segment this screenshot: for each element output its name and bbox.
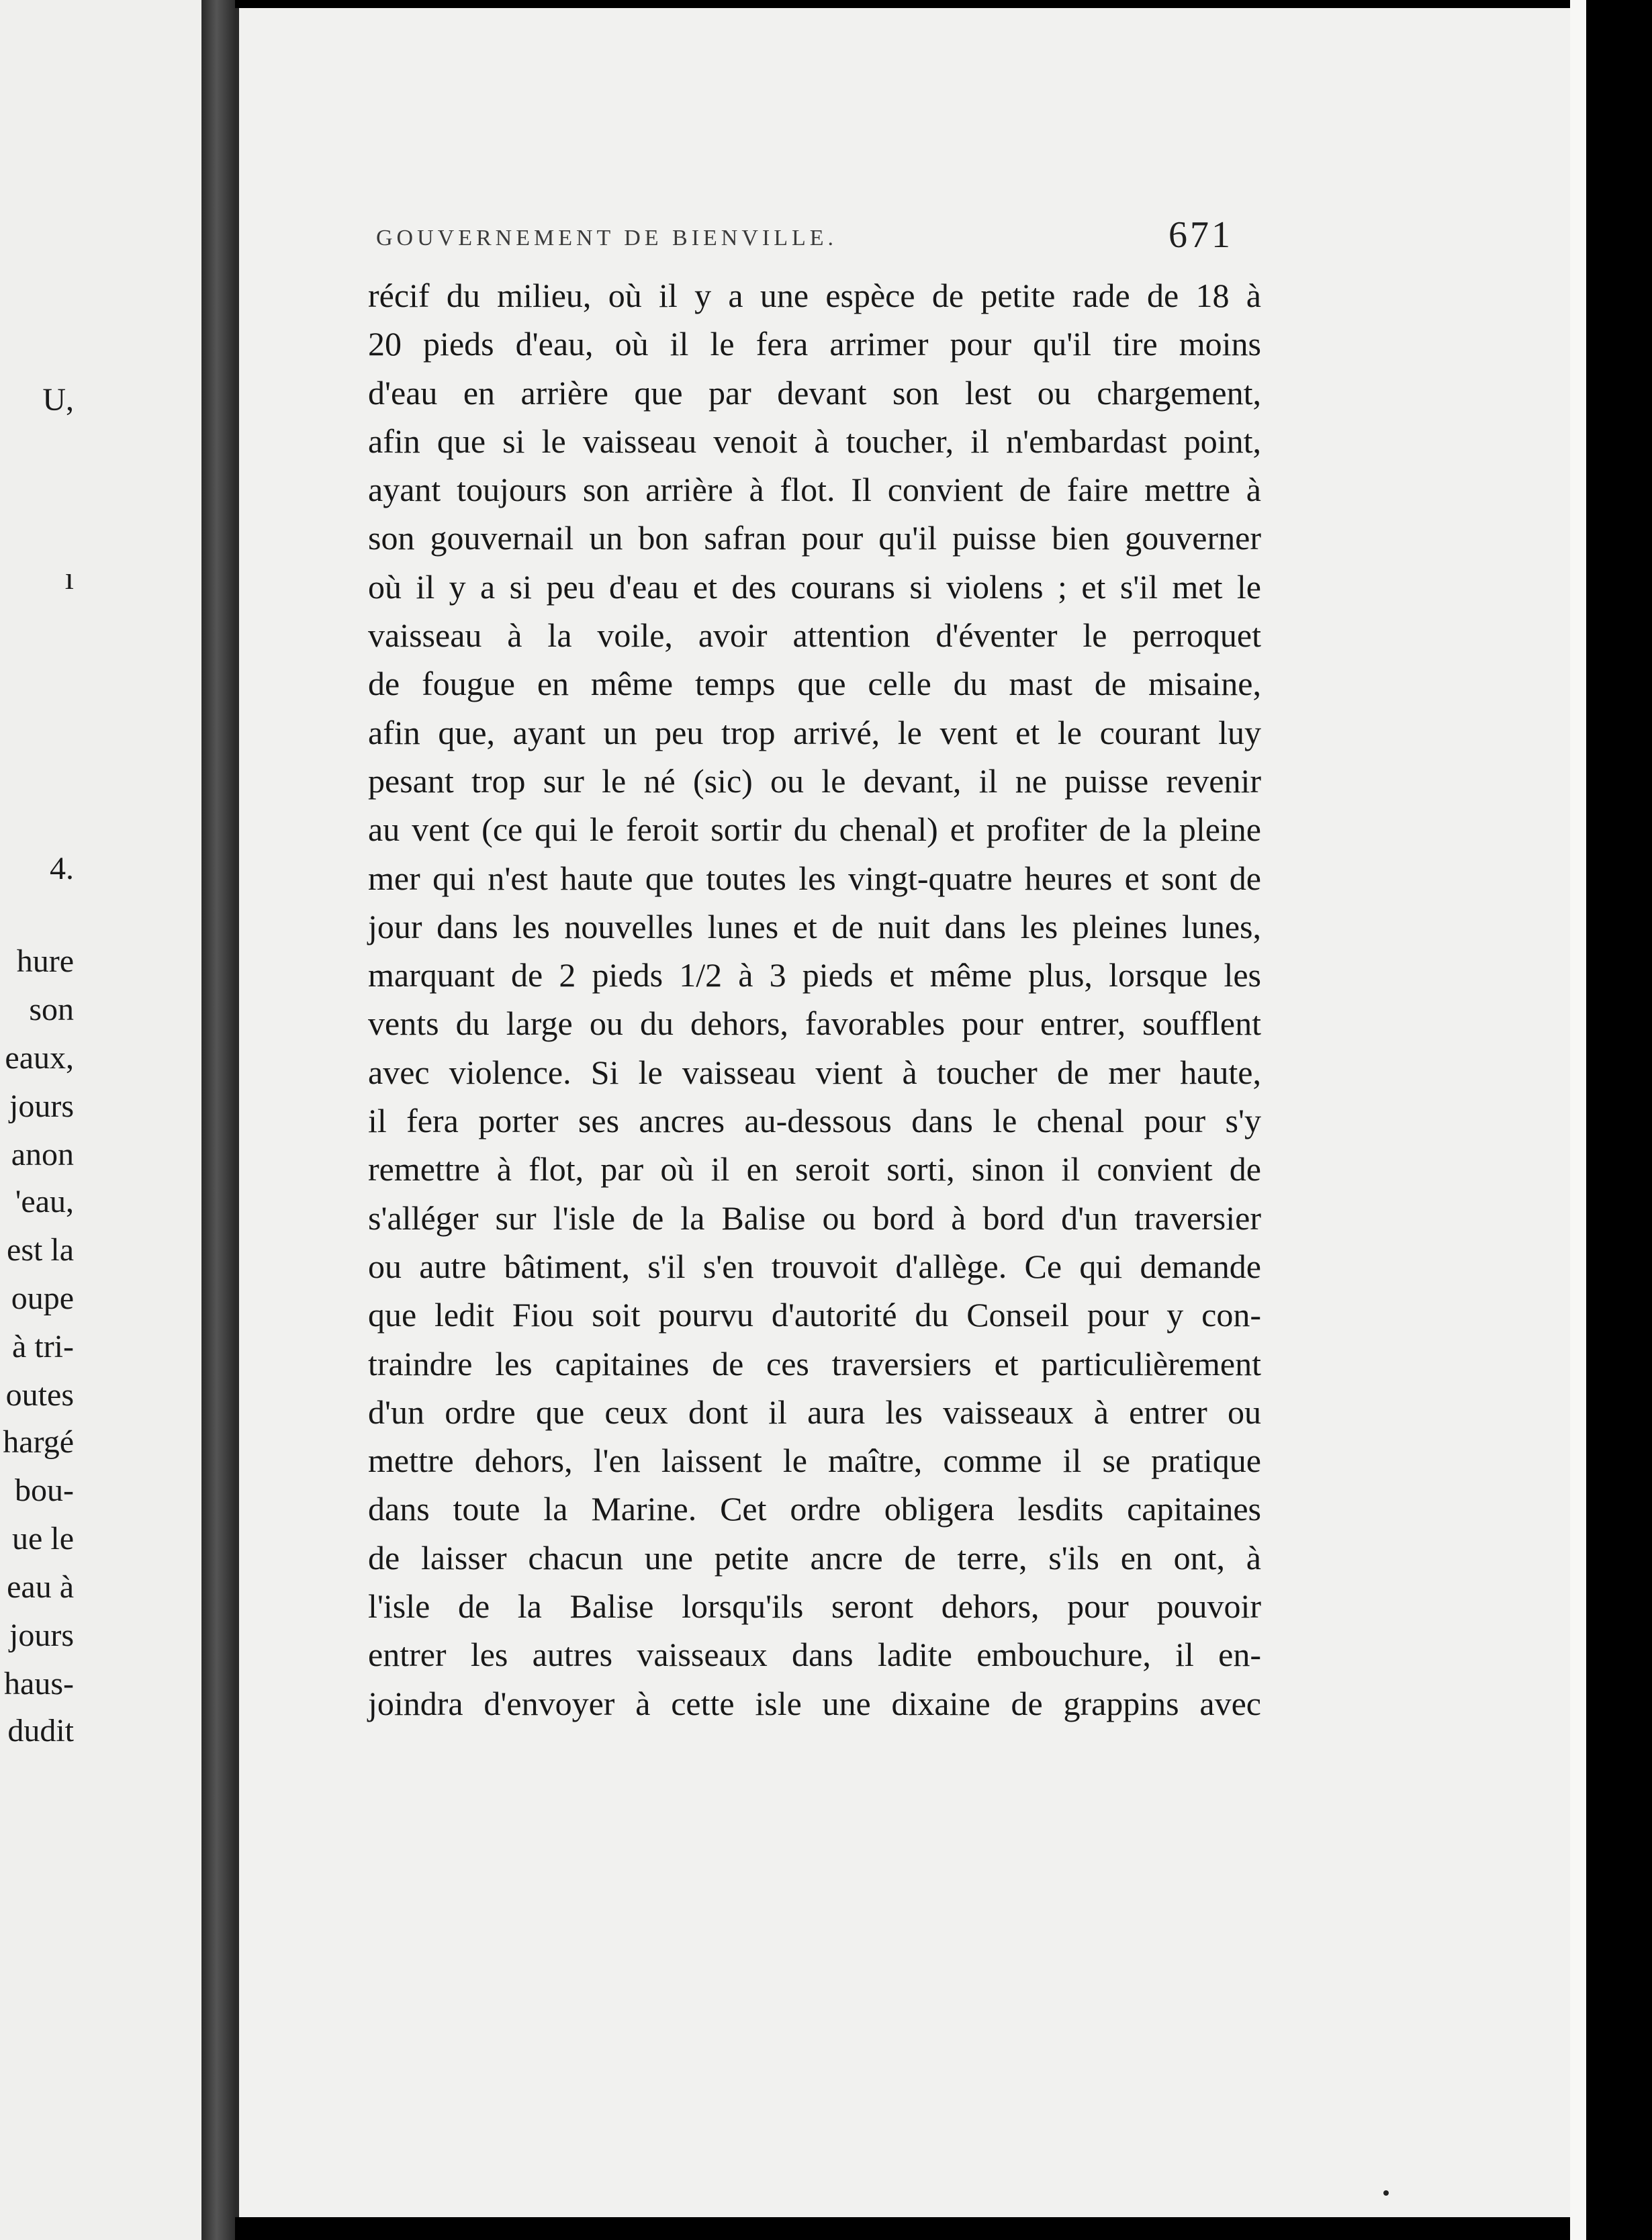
running-head: GOUVERNEMENT DE BIENVILLE. [376,226,838,250]
text-line: pesant trop sur le né (sic) ou le devant, il ne puisse revenir [368,761,1261,800]
left-page-fragment: est la [7,1232,74,1268]
left-page-fragment: jours [9,1618,74,1653]
text-line: afin que si le vaisseau venoit à toucher, il n'embardast point, [368,422,1261,460]
text-line: avec violence. Si le vaisseau vient à toucher de mer haute, [368,1053,1261,1091]
text-line: vaisseau à la voile, avoir attention d'éventer le perroquet [368,616,1261,655]
text-line: afin que, ayant un peu trop arrivé, le vent et le courant luy [368,713,1261,751]
left-page-fragment: hargé [3,1424,74,1460]
text-line: d'un ordre que ceux dont il aura les vaisseaux à entrer ou [368,1393,1261,1431]
text-line: dans toute la Marine. Cet ordre obligera lesdits capitaines [368,1490,1261,1528]
text-line: au vent (ce qui le feroit sortir du chenal) et profiter de la pleine [368,810,1261,849]
text-line: ou autre bâtiment, s'il s'en trouvoit d'allège. Ce qui demande [368,1247,1261,1285]
left-page-fragment: ı [64,561,74,596]
text-line: de fougue en même temps que celle du mast de misaine, [368,665,1261,703]
text-line: mer qui n'est haute que toutes les vingt-quatre heures et sont de [368,859,1261,897]
left-page-fragment: eaux, [5,1040,74,1076]
text-line: vents du large ou du dehors, favorables pour entrer, soufflent [368,1005,1261,1043]
text-line: s'alléger sur l'isle de la Balise ou bord à bord d'un traversier [368,1199,1261,1237]
text-line: jour dans les nouvelles lunes et de nuit dans les pleines lunes, [368,907,1261,945]
scan-background [1586,0,1652,2240]
scan-speck [1383,2190,1389,2196]
left-page-text-fragments [0,0,201,2240]
text-line: mettre dehors, l'en laissent le maître, comme il se pratique [368,1442,1261,1480]
left-page-fragment: anon [11,1137,74,1172]
text-line: l'isle de la Balise lorsqu'ils seront dehors, pour pouvoir [368,1587,1261,1626]
text-line: récif du milieu, où il y a une espèce de petite rade de 18 à [368,277,1261,314]
left-page-fragment: eau à [7,1569,74,1605]
text-line: 20 pieds d'eau, où il le fera arrimer pour qu'il tire moins [368,325,1261,363]
left-page-fragment: bou- [15,1473,74,1508]
text-line: traindre les capitaines de ces traversiers et particulièrement [368,1344,1261,1383]
text-line: d'eau en arrière que par devant son lest ou chargement, [368,373,1261,412]
text-line: marquant de 2 pieds 1/2 à 3 pieds et même plus, lorsque les [368,956,1261,994]
text-line: entrer les autres vaisseaux dans ladite embouchure, il en- [368,1636,1261,1674]
left-page-fragment: outes [5,1377,74,1413]
text-line: joindra d'envoyer à cette isle une dixaine de grappins avec [368,1684,1261,1722]
left-page-fragment: hure [16,943,74,979]
text-line: de laisser chacun une petite ancre de terre, s'ils en ont, à [368,1538,1261,1577]
text-line: son gouvernail un bon safran pour qu'il puisse bien gouverner [368,519,1261,557]
book-gutter [201,0,235,2240]
text-line: remettre à flot, par où il en seroit sorti, sinon il convient de [368,1150,1261,1188]
left-page-fragment: dudit [7,1713,74,1748]
left-page-fragment: oupe [11,1280,74,1316]
page-number: 671 [1168,214,1233,256]
text-line: que ledit Fiou soit pourvu d'autorité du Conseil pour y con- [368,1296,1261,1334]
text-line: ayant toujours son arrière à flot. Il convient de faire mettre à [368,471,1261,509]
left-page-fragment: à tri- [12,1329,74,1364]
left-page-fragment: 4. [50,851,74,886]
left-page-fragment: jours [9,1088,74,1124]
body-text [368,271,1261,1728]
left-page-fragment: 'eau, [15,1184,74,1219]
text-line: il fera porter ses ancres au-dessous dans le chenal pour s'y [368,1102,1261,1140]
left-page-fragment: haus- [4,1666,74,1701]
left-page-fragment: U, [42,382,74,418]
left-page-fragment: ue le [12,1521,74,1556]
left-page-fragment: son [29,992,74,1027]
page-edge [1570,0,1586,2240]
text-line: où il y a si peu d'eau et des courans si violens ; et s'il met le [368,567,1261,606]
